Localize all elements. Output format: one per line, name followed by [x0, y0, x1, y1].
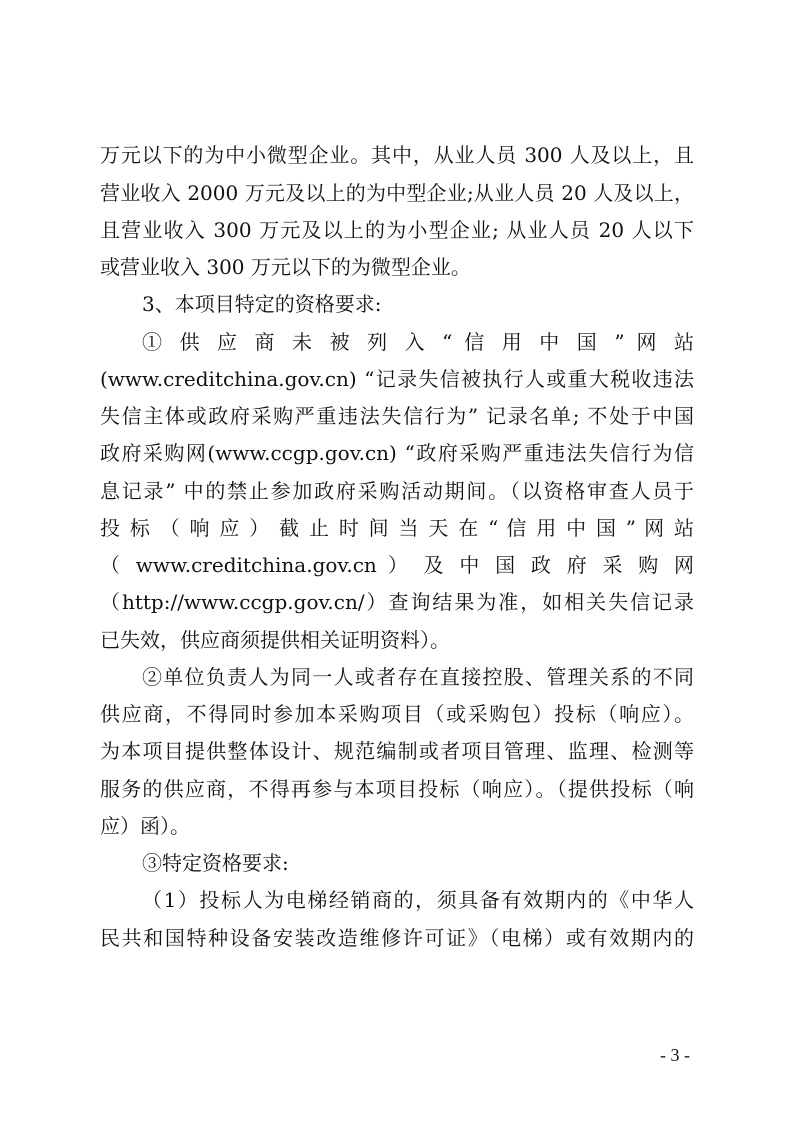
text-line: 且营业收入 300 万元及以上的为小型企业; 从业人员 20 人以下	[100, 218, 694, 242]
text-line: （1）投标人为电梯经销商的，须具备有效期内的《中华人	[142, 888, 694, 912]
text-line: 为本项目提供整体设计、规范编制或者项目管理、监理、检测等	[100, 739, 694, 763]
text-line: 应）函）。	[100, 814, 190, 838]
text-line: 失信主体或政府采购严重违法失信行为” 记录名单; 不处于中国	[100, 404, 694, 428]
page-number: - 3 -	[660, 1045, 690, 1065]
text-line: 民共和国特种设备安装改造维修许可证》（电梯）或有效期内的	[100, 926, 694, 950]
text-line: 已失效，供应商须提供相关证明资料）。	[100, 628, 450, 652]
text-line: 或营业收入 300 万元以下的为微型企业。	[100, 255, 471, 279]
text-line: 营业收入 2000 万元及以上的为中型企业;从业人员 20 人及以上，	[100, 181, 694, 205]
text-line: 息记录” 中的禁止参加政府采购活动期间。（以资格审查人员于	[100, 479, 694, 503]
text-line: （http://www.ccgp.gov.cn/）查询结果为准，如相关失信记录	[100, 590, 694, 614]
text-line: (www.creditchina.gov.cn) “记录失信被执行人或重大税收违法	[100, 367, 694, 391]
text-line: ②单位负责人为同一人或者存在直接控股、管理关系的不同	[142, 665, 694, 689]
text-line: 服务的供应商，不得再参与本项目投标（响应）。（提供投标（响	[100, 777, 694, 801]
text-line: ① 供 应 商 未 被 列 入 “ 信 用 中 国 ” 网 站	[142, 330, 694, 354]
text-line: 万元以下的为中小微型企业。其中，从业人员 300 人及以上，且	[100, 143, 694, 167]
text-line: 供应商，不得同时参加本采购项目（或采购包）投标（响应）。	[100, 702, 694, 726]
text-line: ③特定资格要求:	[142, 851, 289, 875]
text-line: 3、本项目特定的资格要求:	[142, 292, 382, 316]
text-line: 投 标 （ 响 应 ） 截 止 时 间 当 天 在 “ 信 用 中 国 ” 网 站	[100, 516, 694, 540]
text-line: （ www.creditchina.gov.cn ） 及 中 国 政 府 采 购 网	[100, 553, 694, 577]
text-line: 政府采购网(www.ccgp.gov.cn) “政府采购严重违法失信行为信	[100, 441, 694, 465]
